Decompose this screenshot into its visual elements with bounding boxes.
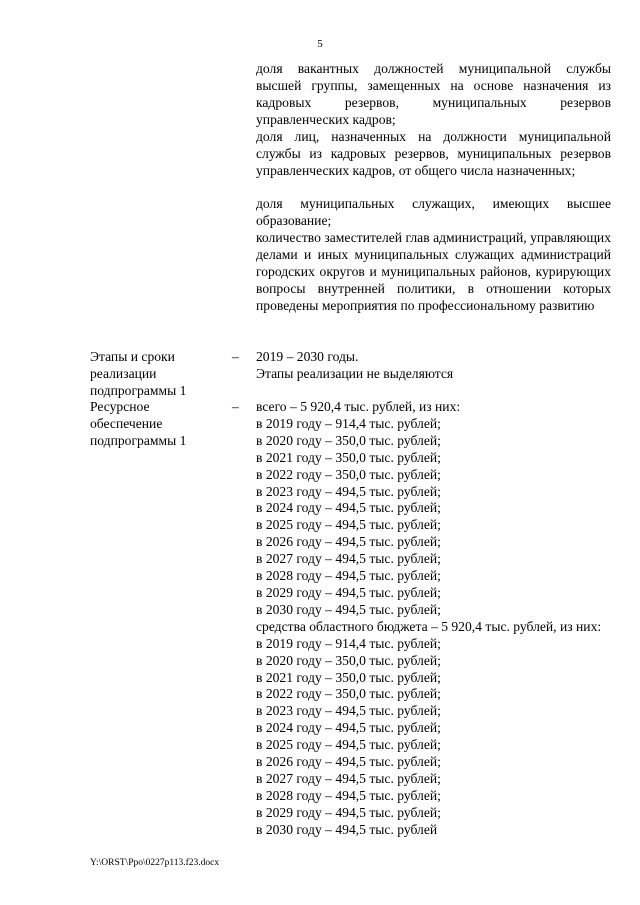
- regional-year-line: в 2029 году – 494,5 тыс. рублей;: [256, 804, 441, 820]
- indicator-item: доля муниципальных служащих, имеющих высшее образование;: [256, 196, 611, 228]
- total-year-line: в 2022 году – 350,0 тыс. рублей;: [256, 466, 441, 482]
- regional-year-line: в 2024 году – 494,5 тыс. рублей;: [256, 720, 441, 736]
- indicator-item: количество заместителей глав администраций, управляющих делами и иных муниципальных служащих администраций городских округов и муниципальных районов, курирующих вопросы внутренней политики, в отношении которых проведены мероприятия по профессиональному развитию: [256, 230, 611, 313]
- stages-dash: –: [232, 349, 239, 364]
- regional-year-line: в 2026 году – 494,5 тыс. рублей;: [256, 754, 441, 770]
- regional-year-line: в 2025 году – 494,5 тыс. рублей;: [256, 737, 441, 753]
- resources-value: [256, 399, 611, 839]
- regional-year-line: в 2021 году – 350,0 тыс. рублей;: [256, 669, 441, 685]
- total-year-line: в 2023 году – 494,5 тыс. рублей;: [256, 483, 441, 499]
- total-year-line: в 2024 году – 494,5 тыс. рублей;: [256, 500, 441, 516]
- regional-year-line: в 2019 году – 914,4 тыс. рублей;: [256, 635, 441, 651]
- total-year-line: в 2020 году – 350,0 тыс. рублей;: [256, 432, 441, 448]
- indicator-item: доля вакантных должностей муниципальной службы высшей группы, замещенных на основе назначения из кадровых резервов, муниципальных резервов управленческих кадров;: [256, 61, 611, 127]
- total-year-line: в 2029 году – 494,5 тыс. рублей;: [256, 584, 441, 600]
- total-year-line: в 2021 году – 350,0 тыс. рублей;: [256, 449, 441, 465]
- regional-year-line: в 2028 году – 494,5 тыс. рублей;: [256, 787, 441, 803]
- total-year-line: в 2030 году – 494,5 тыс. рублей;: [256, 601, 441, 617]
- resources-label: Ресурсное обеспечение подпрограммы 1: [90, 399, 187, 448]
- page-number: 5: [317, 38, 323, 50]
- regional-year-line: в 2022 году – 350,0 тыс. рублей;: [256, 686, 441, 702]
- resources-total: всего – 5 920,4 тыс. рублей, из них:: [256, 399, 461, 414]
- regional-year-line: в 2023 году – 494,5 тыс. рублей;: [256, 703, 441, 719]
- stages-label: Этапы и сроки реализации подпрограммы 1: [90, 349, 187, 398]
- total-year-line: в 2026 году – 494,5 тыс. рублей;: [256, 534, 441, 550]
- resources-regional: средства областного бюджета – 5 920,4 тыс. рублей, из них:: [256, 618, 602, 634]
- total-year-line: в 2019 году – 914,4 тыс. рублей;: [256, 415, 441, 431]
- total-year-line: в 2025 году – 494,5 тыс. рублей;: [256, 517, 441, 533]
- stages-value: [256, 349, 611, 383]
- total-year-line: в 2027 году – 494,5 тыс. рублей;: [256, 551, 441, 567]
- regional-year-line: в 2020 году – 350,0 тыс. рублей;: [256, 652, 441, 668]
- total-year-line: в 2028 году – 494,5 тыс. рублей;: [256, 568, 441, 584]
- stages-period: 2019 – 2030 годы.: [256, 349, 359, 364]
- stages-note: Этапы реализации не выделяются: [256, 365, 454, 381]
- regional-year-line: в 2027 году – 494,5 тыс. рублей;: [256, 770, 441, 786]
- file-path-footer: Y:\ORST\Ppo\0227p113.f23.docx: [90, 858, 220, 868]
- resources-dash: –: [232, 399, 239, 414]
- regional-year-line: в 2030 году – 494,5 тыс. рублей: [256, 821, 438, 837]
- indicator-item: доля лиц, назначенных на должности муниципальной службы из кадровых резервов, муниципальных резервов управленческих кадров, от общего числа назначенных;: [256, 129, 611, 178]
